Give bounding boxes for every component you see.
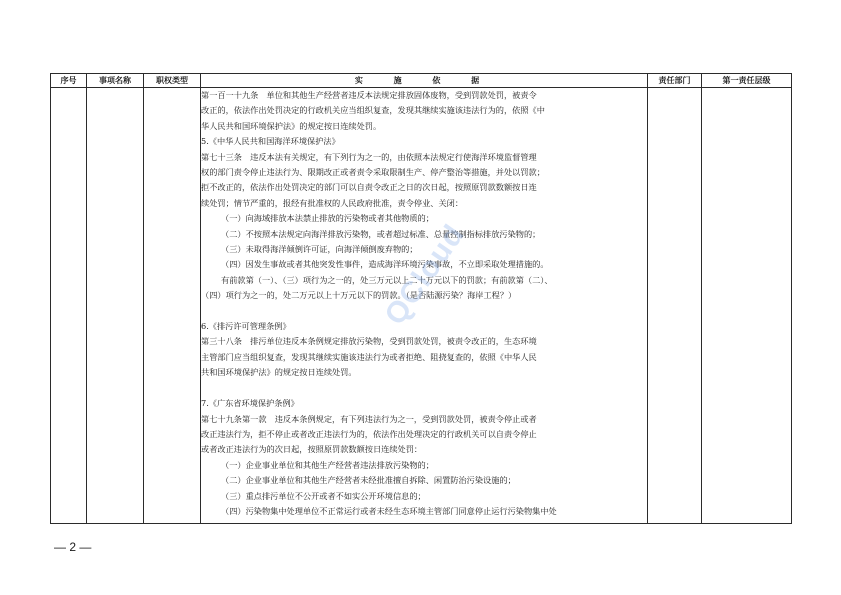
content-line: （四）项行为之一的，处二万元以上十万元以下的罚款。（是否陆源污染？海岸工程？） — [201, 290, 517, 301]
page-number: — 2 — — [54, 540, 92, 554]
content-line: 7.《广东省环境保护条例》 — [201, 398, 299, 409]
content-line: 第七十三条 违反本法有关规定，有下列行为之一的，由依照本法规定行使海洋环境监督管理 — [201, 151, 537, 162]
blank-line — [201, 381, 647, 396]
content-line: （一）企业事业单位和其他生产经营者违法排放污染物的； — [221, 459, 434, 470]
content-line: （二）不按照本法规定向海洋排放污染物，或者超过标准、总量控制指标排放污染物的； — [221, 228, 541, 239]
header-seq: 序号 — [51, 74, 87, 88]
content-line: 续处罚；情节严重的，报经有批准权的人民政府批准，责令停业、关闭： — [201, 197, 464, 208]
header-basis: 实 施 依 据 — [201, 74, 648, 88]
content-line: 主管部门应当组织复查，发现其继续实施该违法行为或者拒绝、阻挠复查的，依照《中华人民 — [201, 351, 537, 362]
content-line: 改正违法行为，拒不停止或者改正违法行为的，依法作出处理决定的行政机关可以自责令停止 — [201, 428, 537, 439]
cell-item-name — [87, 88, 144, 524]
content-line: （三）未取得海洋倾倒许可证，向海洋倾倒废弃物的； — [221, 244, 418, 255]
header-responsible-dept: 责任部门 — [648, 74, 702, 88]
content-line: 第一百一十九条 单位和其他生产经营者违反本法规定排放固体废物，受到罚款处罚，被责令 — [201, 90, 537, 100]
content-line: （三）重点排污单位不公开或者不如实公开环境信息的； — [221, 490, 426, 501]
content-line: 改正的，依法作出处罚决定的行政机关应当组织复查，发现其继续实施该违法行为的，依照《中 — [201, 105, 545, 116]
content-line: （二）企业事业单位和其他生产经营者未经批准擅自拆除、闲置防治污染设施的； — [221, 475, 516, 486]
content-line: 5.《中华人民共和国海洋环境保护法》 — [201, 136, 340, 147]
content-line: 第三十八条 排污单位违反本条例规定排放污染物，受到罚款处罚，被责令改正的，生态环境 — [201, 336, 537, 347]
header-first-level: 第一责任层级 — [702, 74, 792, 88]
content-line: 6.《排污许可管理条例》 — [201, 321, 291, 332]
content-line: 华人民共和国环境保护法》的规定按日连续处罚。 — [201, 120, 382, 131]
content-line: 拒不改正的，依法作出处罚决定的部门可以自责令改正之日的次日起，按照原罚款数额按日连 — [201, 182, 537, 193]
content-line: 共和国环境保护法》的规定按日连续处罚。 — [201, 367, 357, 378]
cell-seq — [51, 88, 87, 524]
cell-first-level — [702, 88, 792, 524]
watermark-logo: QCloud — [378, 218, 472, 331]
content-line: （一）向海域排放本法禁止排放的污染物或者其他物质的； — [221, 213, 434, 224]
content-line: （四）污染物集中处理单位不正常运行或者未经生态环境主管部门同意停止运行污染物集中处 — [221, 505, 557, 516]
cell-responsible-dept — [648, 88, 702, 524]
cell-authority-type — [144, 88, 201, 524]
content-line: （四）因发生事故或者其他突发性事件，造成海洋环境污染事故，不立即采取处理措施的。 — [221, 259, 549, 270]
content-line: 有前款第（一）、（三）项行为之一的，处三万元以上二十万元以下的罚款；有前款第（二）、 — [221, 274, 553, 285]
header-item-name: 事项名称 — [87, 74, 144, 88]
header-authority-type: 职权类型 — [144, 74, 201, 88]
content-line: 或者改正违法行为的次日起，按照原罚款数额按日连续处罚： — [201, 444, 423, 455]
content-line: 第七十九条第一款 违反本条例规定，有下列违法行为之一，受到罚款处罚，被责令停止或者 — [201, 413, 537, 424]
table-header-row — [51, 74, 792, 88]
content-line: 权的部门责令停止违法行为、限期改正或者责令采取限制生产、停产整治等措施，并处以罚款； — [201, 167, 545, 178]
